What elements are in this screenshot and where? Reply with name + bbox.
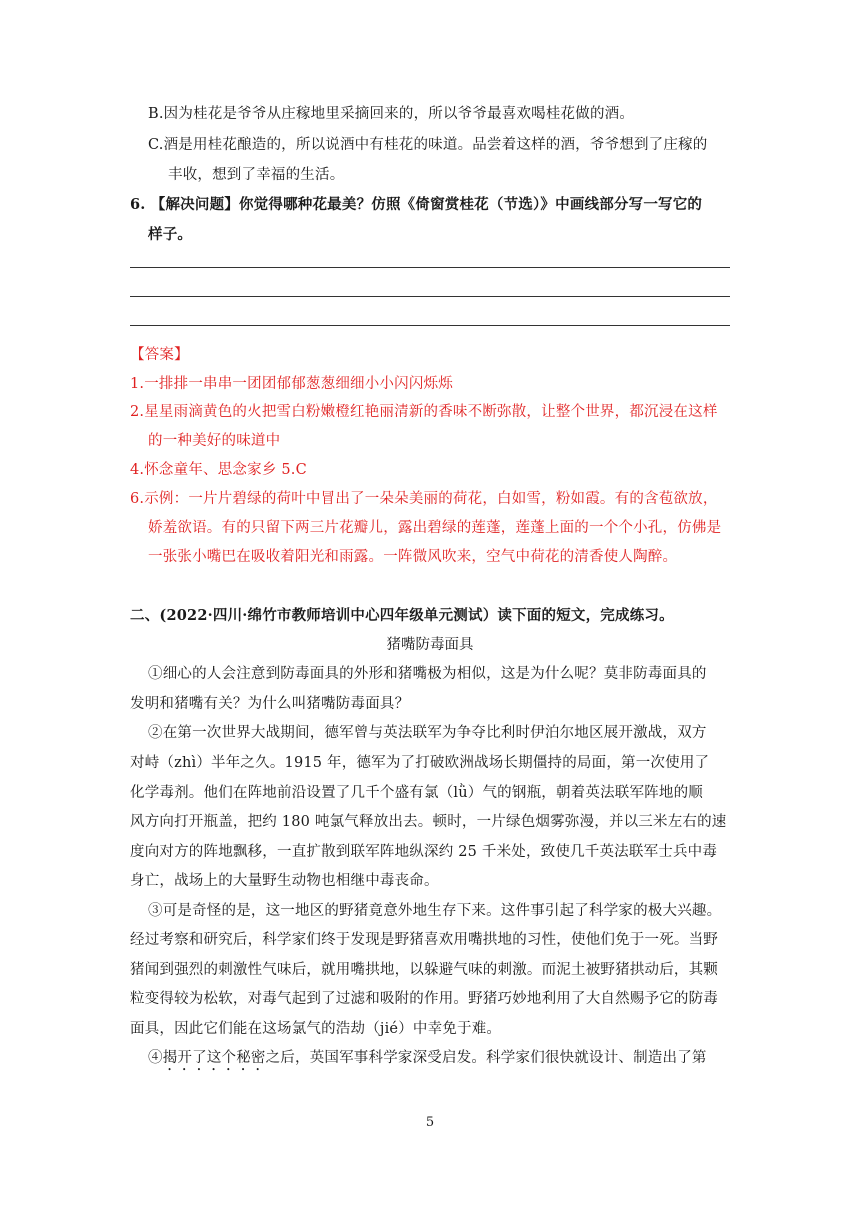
page-number: 5 (425, 1115, 435, 1130)
answer-heading: 【答案】 (130, 347, 189, 363)
article-line-12: 粒变得较为松软，对毒气起到了过滤和吸附的作用。野猪巧妙地利用了大自然赐予它的防毒 (130, 991, 718, 1007)
article-line-10: 经过考察和研究后，科学家们终于发现是野猪喜欢用嘴拱地的习性，使他们免于一死。当野 (130, 932, 718, 948)
answer-blank-line-1 (130, 267, 730, 268)
answer-item-6-line3: 一张张小嘴巴在吸收着阳光和雨露。一阵微风吹来，空气中荷花的清香使人陶醉。 (148, 549, 678, 565)
answer-item-2-cont: 的一种美好的味道中 (148, 433, 281, 449)
emphasized-phrase: 揭开了这个秘密 (162, 1050, 266, 1066)
article-line-13: 面具，因此它们能在这场氯气的浩劫（jié）中幸免于难。 (130, 1021, 502, 1037)
answer-item-6-line1: 6.示例：一片片碧绿的荷叶中冒出了一朵朵美丽的荷花，白如雪，粉如霞。有的含苞欲放， (130, 491, 718, 507)
article-line-14-rest: 之后，英国军事科学家深受启发。科学家们很快就设计、制造出了第 (265, 1050, 707, 1066)
article-line-8: 身亡，战场上的大量野生动物也相继中毒丧命。 (130, 873, 439, 889)
answer-item-4-5: 4.怀念童年、思念家乡 5.C (130, 462, 307, 478)
article-line-1: ①细心的人会注意到防毒面具的外形和猪嘴极为相似，这是为什么呢？莫非防毒面具的 (148, 666, 707, 682)
answer-item-2: 2.星星雨滴黄色的火把雪白粉嫩橙红艳丽清新的香味不断弥散，让整个世界，都沉浸在这样 (130, 404, 718, 420)
section-2-heading: 二、(2022·四川·绵竹市教师培训中心四年级单元测试）读下面的短文，完成练习。 (130, 607, 674, 624)
article-line-11: 猪闻到强烈的刺激性气味后，就用嘴拱地，以躲避气味的刺激。而泥土被野猪拱动后，其颗 (130, 962, 718, 978)
question-6-line2: 样子。 (148, 226, 193, 243)
article-line-3: ②在第一次世界大战期间，德军曾与英法联军为争夺比利时伊泊尔地区展开激战，双方 (148, 725, 707, 741)
option-c-line1: C.酒是用桂花酿造的，所以说酒中有桂花的味道。品尝着这样的酒，爷爷想到了庄稼的 (148, 137, 708, 153)
question-6-line1: 6. 【解决问题】你觉得哪种花最美？仿照《倚窗赏桂花（节选）》中画线部分写一写它的 (130, 196, 703, 213)
article-title: 猪嘴防毒面具 (386, 637, 474, 653)
article-line-6: 风方向打开瓶盖，把约 180 吨氯气释放出去。顿时，一片绿色烟雾弥漫，并以三米左右的速 (130, 814, 727, 830)
article-line-14 (148, 1046, 707, 1074)
article-line-9: ③可是奇怪的是，这一地区的野猪竟意外地生存下来。这件事引起了科学家的极大兴趣。 (148, 903, 722, 919)
answer-blank-line-3 (130, 325, 730, 326)
paragraph-4-marker: ④ (148, 1050, 163, 1066)
answer-blank-line-2 (130, 296, 730, 297)
article-line-4: 对峙（zhì）半年之久。1915 年，德军为了打破欧洲战场长期僵持的局面，第一次使用了 (130, 755, 710, 771)
answer-item-6-line2: 娇羞欲语。有的只留下两三片花瓣儿，露出碧绿的莲蓬，莲蓬上面的一个个小孔，仿佛是 (148, 520, 722, 536)
option-c-line2: 丰收，想到了幸福的生活。 (168, 167, 345, 183)
article-line-5: 化学毒剂。他们在阵地前沿设置了几千个盛有氯（lǜ）气的钢瓶，朝着英法联军阵地的顺 (130, 785, 703, 801)
option-b: B.因为桂花是爷爷从庄稼地里采摘回来的，所以爷爷最喜欢喝桂花做的酒。 (148, 106, 635, 122)
answer-item-1: 1.一排排一串串一团团郁郁葱葱细细小小闪闪烁烁 (130, 376, 453, 392)
article-line-2: 发明和猪嘴有关？为什么叫猪嘴防毒面具？ (130, 696, 410, 712)
article-line-7: 度向对方的阵地飘移，一直扩散到联军阵地纵深约 25 千米处，致使几千英法联军士兵中毒 (130, 844, 718, 860)
